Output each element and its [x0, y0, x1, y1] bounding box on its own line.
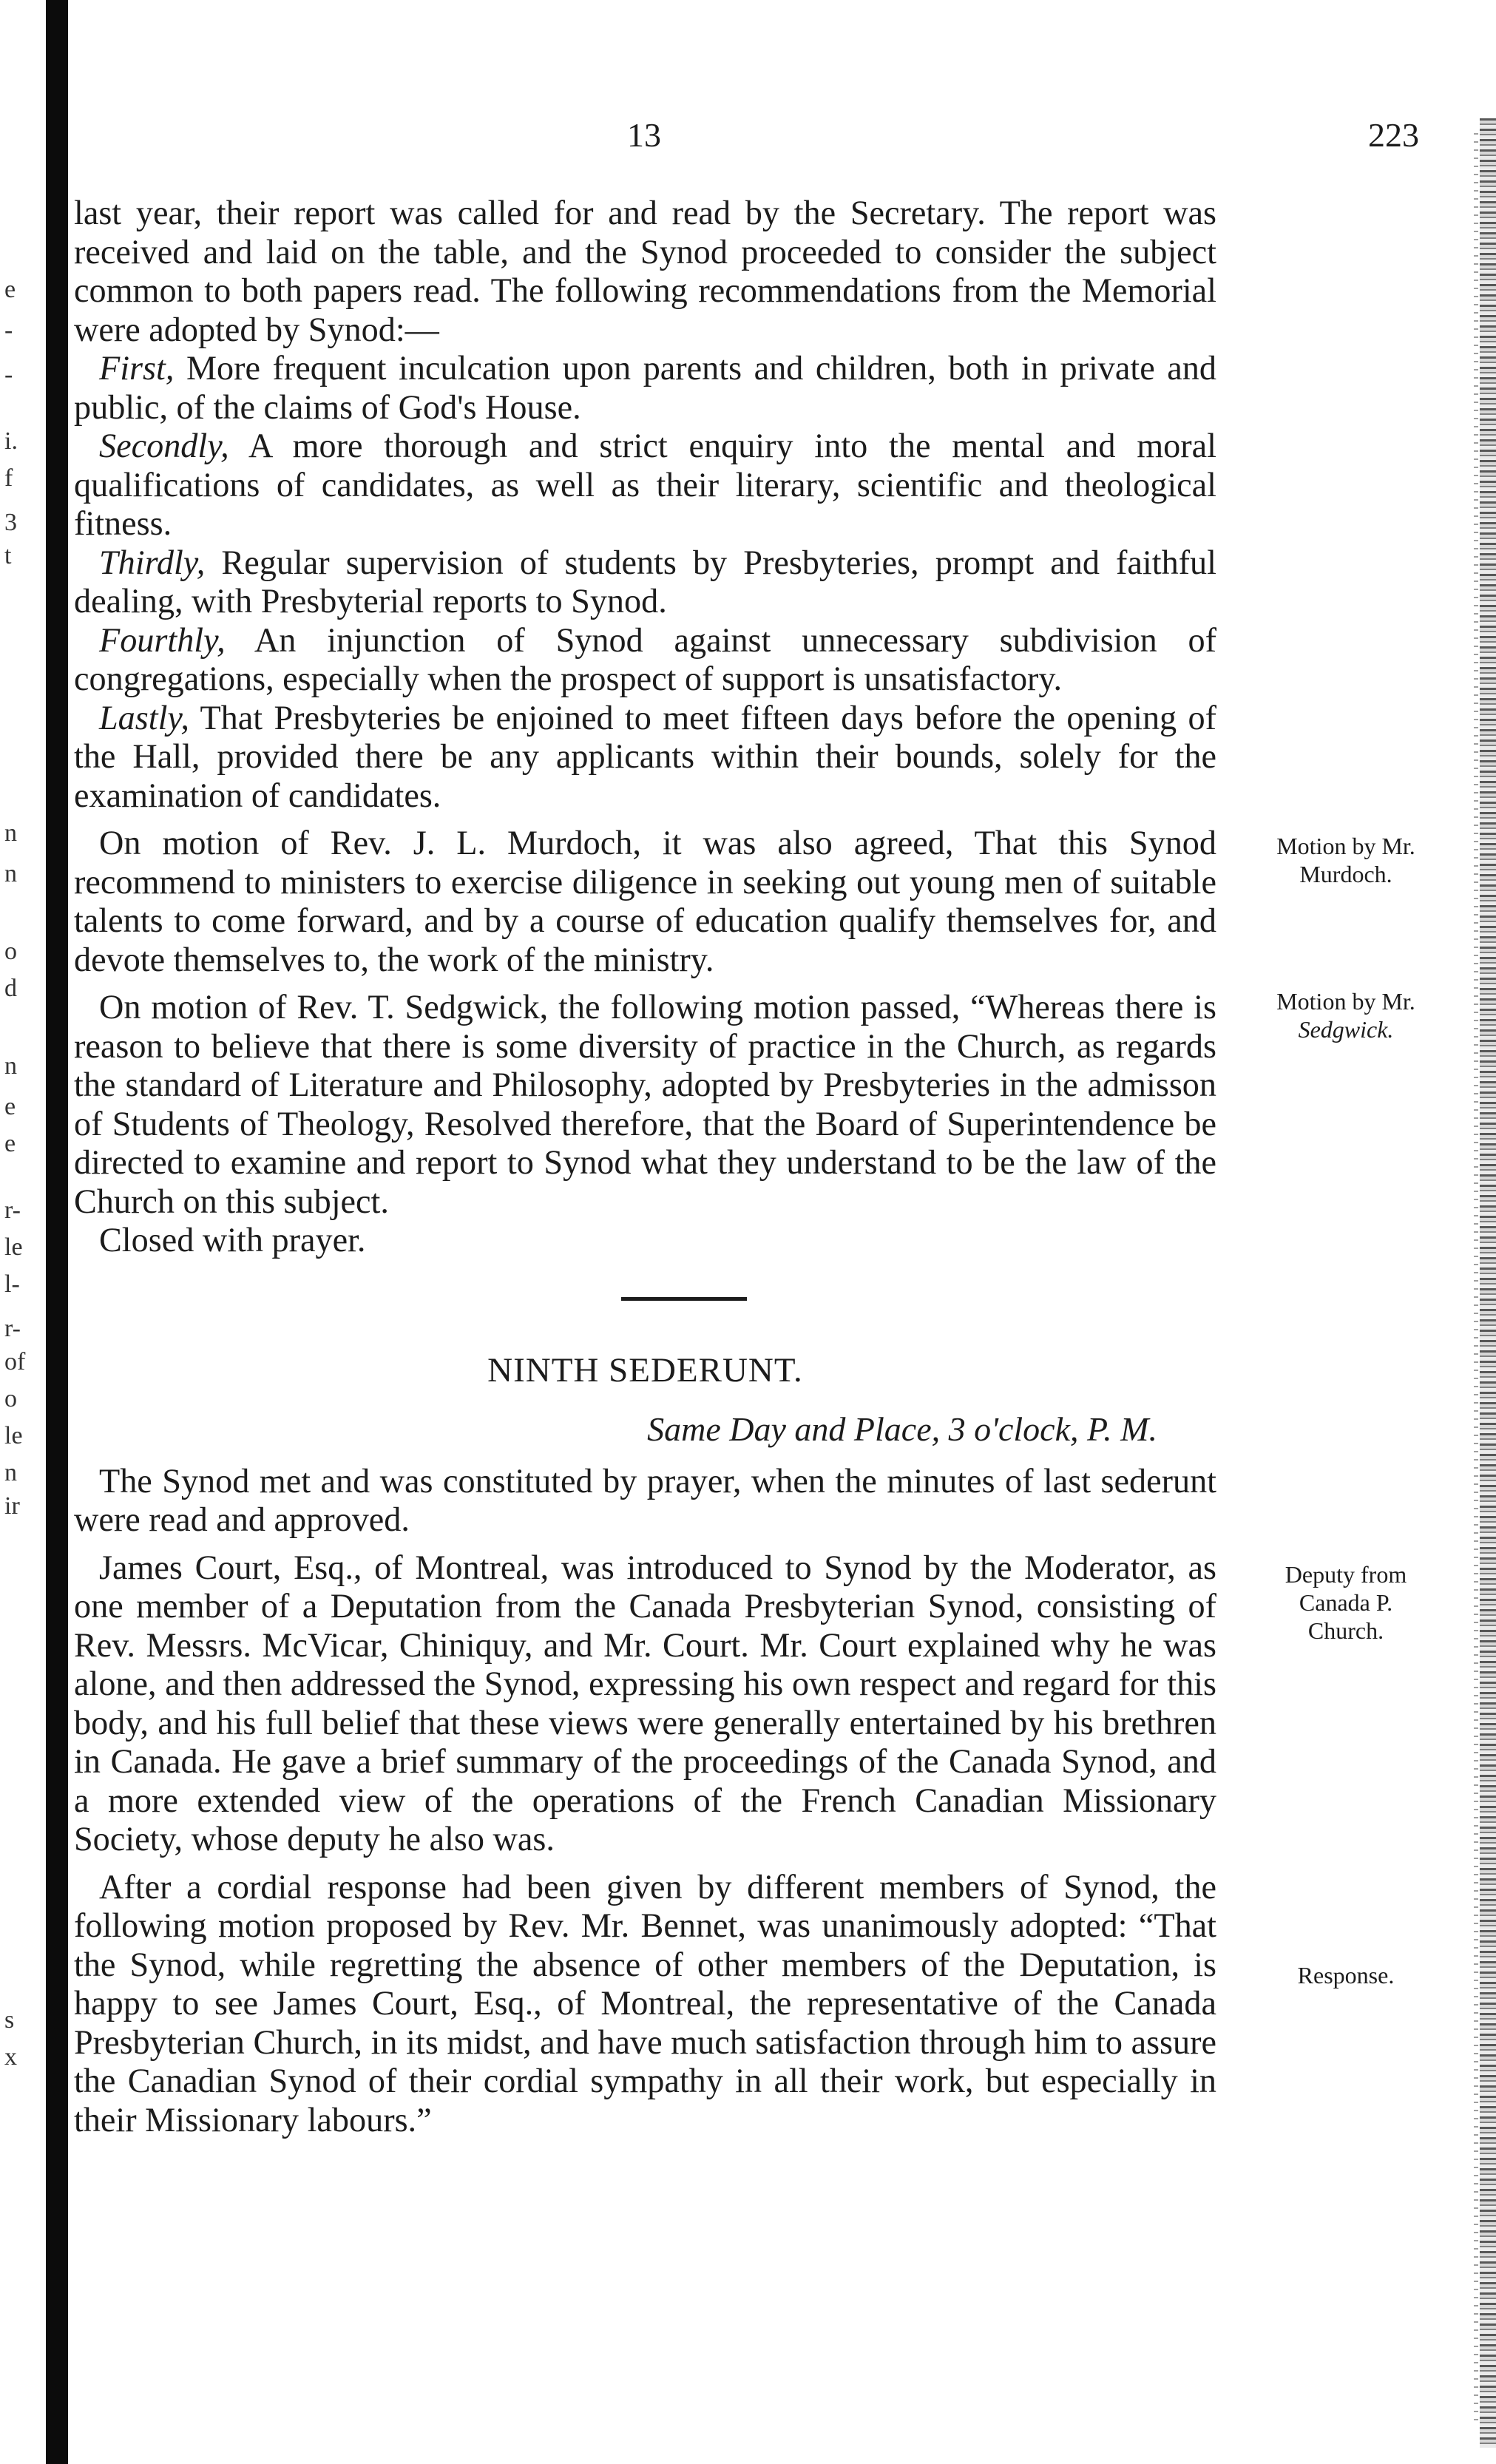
margin-fragment: n: [4, 1052, 17, 1080]
recommendation-item: [74, 699, 1216, 816]
margin-fragment: i.: [4, 427, 18, 455]
margin-fragment: d: [4, 975, 17, 1002]
paragraph-james-court: James Court, Esq., of Montreal, was introduced to Synod by the Moderator, as one member of a Deputation from the Canada Presbyterian Synod, consisting of Rev. Messrs. McVicar, Chiniquy, and Mr. Court. Mr. Court explained why he was alone, and then addressed the Synod, expressing his own respect and regard for this body, and his full belief that these views were generally entertained by his brethren in Canada. He gave a brief summary of the proceedings of the Canada Synod, and a more extended view of the operations of the French Canadian Missionary Society, whose deputy he also was.: [74, 1548, 1216, 1858]
margin-note-sedgwick: [1216, 987, 1475, 1043]
paragraph-murdoch-motion: On motion of Rev. J. L. Murdoch, it was also agreed, That this Synod recommend to ministers to exercise diligence in seeking out young men of suitable talents to come forward, and by a course of education qualify themselves for, and devote themselves to, the work of the ministry.: [74, 824, 1216, 978]
note-line: Murdoch.: [1299, 861, 1392, 887]
note-line: Motion by Mr.: [1276, 833, 1415, 859]
margin-fragment: -: [4, 361, 13, 388]
margin-fragment: s: [4, 2006, 15, 2034]
margin-fragment: r-: [4, 1197, 21, 1224]
section-divider: [621, 1297, 747, 1301]
item-lead: Fourthly,: [99, 620, 226, 659]
margin-fragment: l-: [4, 1270, 20, 1298]
item-lead: Secondly,: [99, 427, 229, 464]
margin-fragment: t: [4, 542, 12, 569]
item-text: Regular supervision of students by Presbyteries, prompt and faithful dealing, with Presbyterial reports to Synod.: [74, 543, 1216, 620]
margin-fragment: ir: [4, 1492, 20, 1520]
margin-fragment: -: [4, 317, 13, 344]
margin-fragment: x: [4, 2043, 17, 2071]
note-line: Response.: [1297, 1962, 1395, 1989]
item-lead: Thirdly,: [99, 543, 206, 581]
paragraph-response: After a cordial response had been given by different members of Synod, the following motion proposed by Rev. Mr. Bennet, was unanimously adopted: “That the Synod, while regretting the absence of other members of the Deputation, is happy to see James Court, Esq., of Montreal, the representative of the Canada Presbyterian Church, in its midst, and have much satisfaction through him to assure the Canadian Synod of their cordial sympathy in all their work, but especially in their Missionary labours.”: [74, 1867, 1216, 2139]
margin-fragment: 3: [4, 509, 17, 536]
page-number-center: 13: [627, 116, 661, 154]
margin-fragment: o: [4, 1385, 17, 1412]
paragraph-opening: last year, their report was called for and read by the Secretary. The report was received and laid on the table, and the Synod proceeded to consider the subject common to both papers read. The following recommendations from the Memorial were adopted by Synod:—: [74, 194, 1216, 348]
margin-fragment: e: [4, 1093, 16, 1120]
margin-note-response: [1216, 1961, 1475, 1989]
item-text: A more thorough and strict enquiry into the mental and moral qualifications of candidates, as well as their literary, scientific and theological fitness.: [74, 427, 1216, 542]
binding-edge: [46, 0, 68, 2464]
sederunt-title: NINTH SEDERUNT.: [487, 1350, 803, 1390]
item-text: More frequent inculcation upon parents and children, both in private and public, of the claims of God's House.: [74, 349, 1216, 426]
margin-note-deputy: [1216, 1560, 1475, 1645]
note-line: Sedgwick.: [1298, 1016, 1394, 1043]
margin-fragment: of: [4, 1348, 26, 1375]
margin-fragment: n: [4, 819, 17, 847]
note-line: Canada P.: [1299, 1589, 1393, 1616]
margin-fragment: le: [4, 1233, 23, 1261]
paragraph-synod-met: The Synod met and was constituted by prayer, when the minutes of last sederunt were read and approved.: [74, 1461, 1216, 1538]
recommendation-item: [74, 349, 1216, 427]
note-line: Deputy from: [1285, 1561, 1407, 1588]
page-body: [74, 194, 1216, 2139]
margin-fragment: r-: [4, 1315, 21, 1342]
margin-fragment: f: [4, 464, 13, 492]
note-line: Church.: [1307, 1617, 1384, 1644]
margin-fragment: e: [4, 1130, 16, 1157]
page-number-right: 223: [1368, 116, 1419, 154]
item-lead: First,: [99, 349, 175, 387]
margin-fragment: e: [4, 276, 16, 303]
paragraph-closed: Closed with prayer.: [99, 1221, 366, 1259]
margin-fragment: o: [4, 938, 17, 965]
item-text: An injunction of Synod against unnecessary subdivision of congregations, especially when the prospect of support is unsatisfactory.: [74, 620, 1216, 697]
item-lead: Lastly,: [99, 698, 189, 737]
margin-fragment: n: [4, 1459, 17, 1486]
left-margin-fragments: [0, 0, 41, 2464]
item-text: That Presbyteries be enjoined to meet fifteen days before the opening of the Hall, provided there be any applicants within their bounds, solely for the examination of candidates.: [74, 698, 1216, 814]
margin-fragment: le: [4, 1422, 23, 1449]
paragraph-sedgwick-motion: On motion of Rev. T. Sedgwick, the following motion passed, “Whereas there is reason to believe that there is some diversity of practice in the Church, as regards the standard of Literature and Philosophy, adopted by Presbyteries in the admisson of Students of Theology, Resolved therefore, that the Board of Superintendence be directed to examine and report to Synod what they understand to be the law of the Church on this subject.: [74, 988, 1216, 1220]
note-line: Motion by Mr.: [1276, 988, 1415, 1015]
margin-fragment: n: [4, 860, 17, 887]
sederunt-subtitle: Same Day and Place, 3 o'clock, P. M.: [647, 1409, 1157, 1448]
recommendation-item: [74, 621, 1216, 699]
page-edge-texture: [1480, 118, 1496, 2448]
margin-note-murdoch: [1216, 832, 1475, 888]
recommendation-item: [74, 544, 1216, 621]
page-edge-texture-inner: [1474, 133, 1478, 2426]
recommendation-item: [74, 427, 1216, 544]
